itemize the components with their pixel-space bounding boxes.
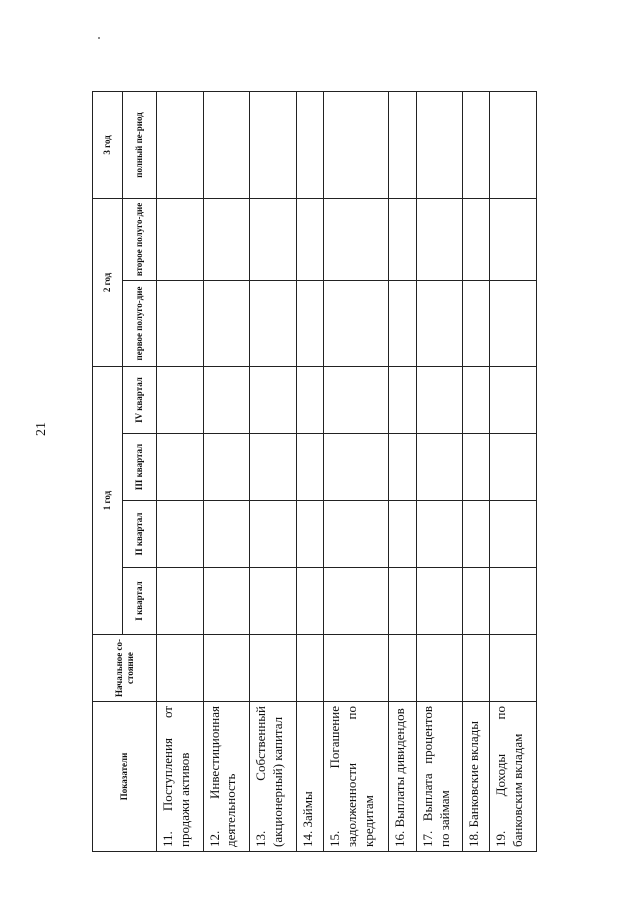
rotated-table-block	[92, 92, 537, 852]
header-initial-state: Начальное со-стояние	[93, 635, 157, 702]
row-label: 19. Доходы по банковским вкладам	[490, 702, 537, 852]
table-cell	[416, 568, 463, 635]
table-row	[490, 91, 537, 851]
header-year-3: 3 год	[93, 91, 123, 198]
table-cell	[463, 280, 490, 366]
table-cell	[203, 198, 250, 280]
table-cell	[416, 280, 463, 366]
table-cell	[323, 568, 389, 635]
table-cell	[389, 198, 416, 280]
table-cell	[296, 366, 323, 433]
table-cell	[389, 568, 416, 635]
table-cell	[389, 366, 416, 433]
table-cell	[203, 501, 250, 568]
table-cell	[416, 91, 463, 198]
table-cell	[416, 635, 463, 702]
row-label: 11. Поступления от продажи активов	[157, 702, 204, 852]
table-cell	[250, 91, 297, 198]
table-cell	[463, 366, 490, 433]
table-cell	[490, 198, 537, 280]
table-row	[157, 91, 204, 851]
row-label: 17. Выплата процентов по займам	[416, 702, 463, 852]
header-full-period: полный пе-риод	[123, 91, 157, 198]
table-row	[416, 91, 463, 851]
table-cell	[296, 635, 323, 702]
table-cell	[250, 635, 297, 702]
table-cell	[323, 91, 389, 198]
table-cell	[463, 91, 490, 198]
table-cell	[157, 198, 204, 280]
table-cell	[323, 635, 389, 702]
indicators-table	[92, 91, 537, 852]
table-cell	[203, 280, 250, 366]
table-cell	[296, 91, 323, 198]
header-row-1	[93, 91, 123, 851]
table-cell	[490, 635, 537, 702]
table-cell	[463, 198, 490, 280]
table-cell	[463, 635, 490, 702]
header-year-1: 1 год	[93, 366, 123, 634]
table-row	[463, 91, 490, 851]
table-cell	[157, 635, 204, 702]
table-cell	[203, 434, 250, 501]
table-cell	[203, 366, 250, 433]
table-cell	[416, 434, 463, 501]
table-body	[157, 91, 537, 851]
table-cell	[203, 635, 250, 702]
table-cell	[296, 501, 323, 568]
table-row	[323, 91, 389, 851]
table-cell	[389, 91, 416, 198]
row-label: 18. Банковские вклады	[463, 702, 490, 852]
table-cell	[463, 568, 490, 635]
table-row	[389, 91, 416, 851]
table-cell	[157, 568, 204, 635]
table-cell	[157, 280, 204, 366]
table-cell	[250, 366, 297, 433]
table-cell	[323, 280, 389, 366]
header-indicators: Показатели	[93, 702, 157, 852]
table-cell	[296, 434, 323, 501]
table-cell	[203, 91, 250, 198]
table-cell	[389, 434, 416, 501]
table-cell	[389, 501, 416, 568]
table-cell	[157, 434, 204, 501]
table-cell	[250, 568, 297, 635]
header-quarter-2: II квартал	[123, 501, 157, 568]
header-quarter-1: I квартал	[123, 568, 157, 635]
table-cell	[296, 568, 323, 635]
table-row	[203, 91, 250, 851]
table-cell	[157, 366, 204, 433]
table-cell	[490, 280, 537, 366]
row-label: 14. Займы	[296, 702, 323, 852]
row-label: 13. Собственный (акционерный) капитал	[250, 702, 297, 852]
header-half-1: первое полуго-дие	[123, 280, 157, 366]
header-year-2: 2 год	[93, 198, 123, 366]
row-label: 15. Погашение задолженности по кредитам	[323, 702, 389, 852]
table-row	[296, 91, 323, 851]
header-quarter-3: III квартал	[123, 434, 157, 501]
table-cell	[416, 501, 463, 568]
table-cell	[490, 501, 537, 568]
table-cell	[416, 366, 463, 433]
table-cell	[463, 434, 490, 501]
table-cell	[250, 198, 297, 280]
table-cell	[250, 501, 297, 568]
table-cell	[416, 198, 463, 280]
table-cell	[490, 366, 537, 433]
table-cell	[490, 91, 537, 198]
table-cell	[323, 501, 389, 568]
table-cell	[323, 198, 389, 280]
header-half-2: второе полуго-дие	[123, 198, 157, 280]
table-cell	[323, 366, 389, 433]
header-quarter-4: IV квартал	[123, 366, 157, 433]
table-cell	[296, 280, 323, 366]
table-cell	[157, 501, 204, 568]
table-cell	[490, 434, 537, 501]
row-label: 16. Выплаты дивидендов	[389, 702, 416, 852]
table-cell	[323, 434, 389, 501]
table-cell	[463, 501, 490, 568]
table-cell	[389, 635, 416, 702]
table-cell	[157, 91, 204, 198]
page-number: 21	[34, 422, 49, 436]
table-cell	[250, 434, 297, 501]
table-cell	[490, 568, 537, 635]
table-row	[250, 91, 297, 851]
table-cell	[203, 568, 250, 635]
scan-speck	[98, 37, 100, 39]
table-cell	[296, 198, 323, 280]
table-cell	[250, 280, 297, 366]
table-cell	[389, 280, 416, 366]
row-label: 12. Инвестиционная деятельность	[203, 702, 250, 852]
